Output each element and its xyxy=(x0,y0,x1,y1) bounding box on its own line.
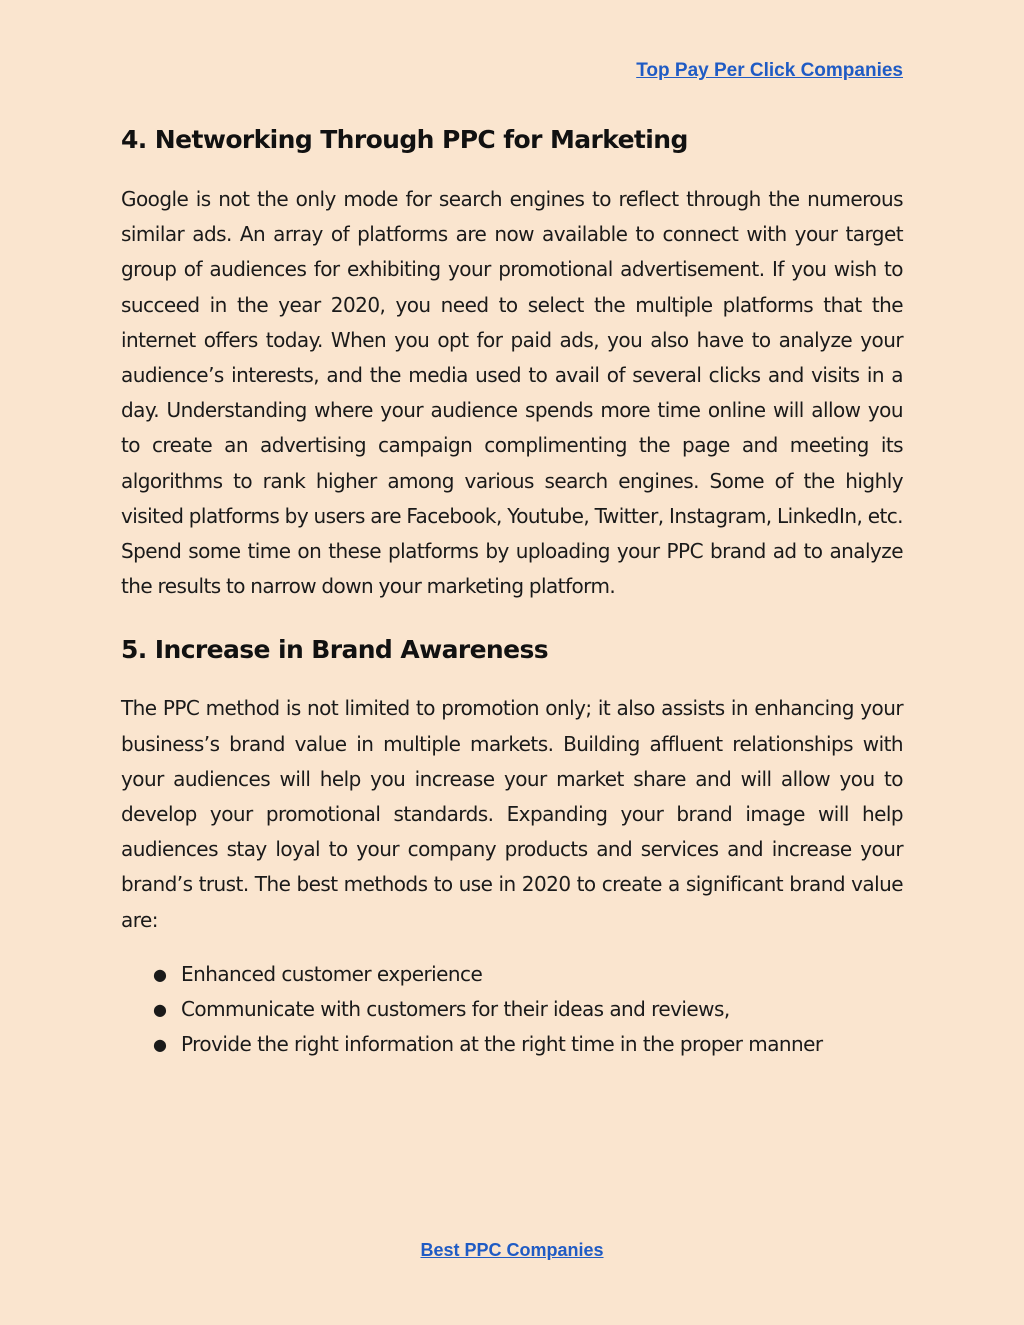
section-5-heading: 5. Increase in Brand Awareness xyxy=(121,635,549,665)
brand-value-methods-list xyxy=(121,957,903,1063)
bullet-icon: ● xyxy=(153,1035,167,1055)
section-5-paragraph: The PPC method is not limited to promotion only; it also assists in enhancing your business’s brand value in multiple markets. Building affluent relationships with your audiences will help you increase your market share and will allow you to develop your promotional standards. Expanding your brand image will help audiences stay loyal to your company products and services and increase your brand’s trust. The best methods to use in 2020 to create a significant brand value are: xyxy=(121,696,903,932)
section-4-heading: 4. Networking Through PPC for Marketing xyxy=(121,125,688,154)
best-ppc-companies-link[interactable]: Best PPC Companies xyxy=(420,1240,604,1260)
bullet-icon: ● xyxy=(153,1000,167,1020)
top-ppc-companies-link[interactable]: Top Pay Per Click Companies xyxy=(636,60,903,81)
section-4-paragraph: Google is not the only mode for search engines to reflect through the numerous similar ads. An array of platforms are now available to connect with your target group of audiences for exhibiting your promotional advertisement. If you wish to succeed in the year 2020, you need to select the multiple platforms that the internet offers today. When you opt for paid ads, you also have to analyze your audience’s interests, and the media used to avail of several clicks and visits in a day. Understanding where your audience spends more time online will allow you to create an advertising campaign complimenting the page and meeting its algorithms to rank higher among various search engines. Some of the highly visited platforms by users are Facebook, Youtube, Twitter, Instagram, LinkedIn, etc. Spend some time on these platforms by uploading your PPC brand ad to analyze the results to narrow down your marketing platform. xyxy=(121,187,903,599)
list-item-text: Provide the right information at the right time in the proper manner xyxy=(181,1032,823,1057)
list-item xyxy=(121,957,903,992)
list-item xyxy=(121,1027,903,1062)
list-item-text: Enhanced customer experience xyxy=(181,961,483,986)
list-item xyxy=(121,992,903,1027)
bullet-icon: ● xyxy=(153,964,167,984)
list-item-text: Communicate with customers for their ideas and reviews, xyxy=(181,997,730,1022)
document-body xyxy=(121,122,903,1062)
